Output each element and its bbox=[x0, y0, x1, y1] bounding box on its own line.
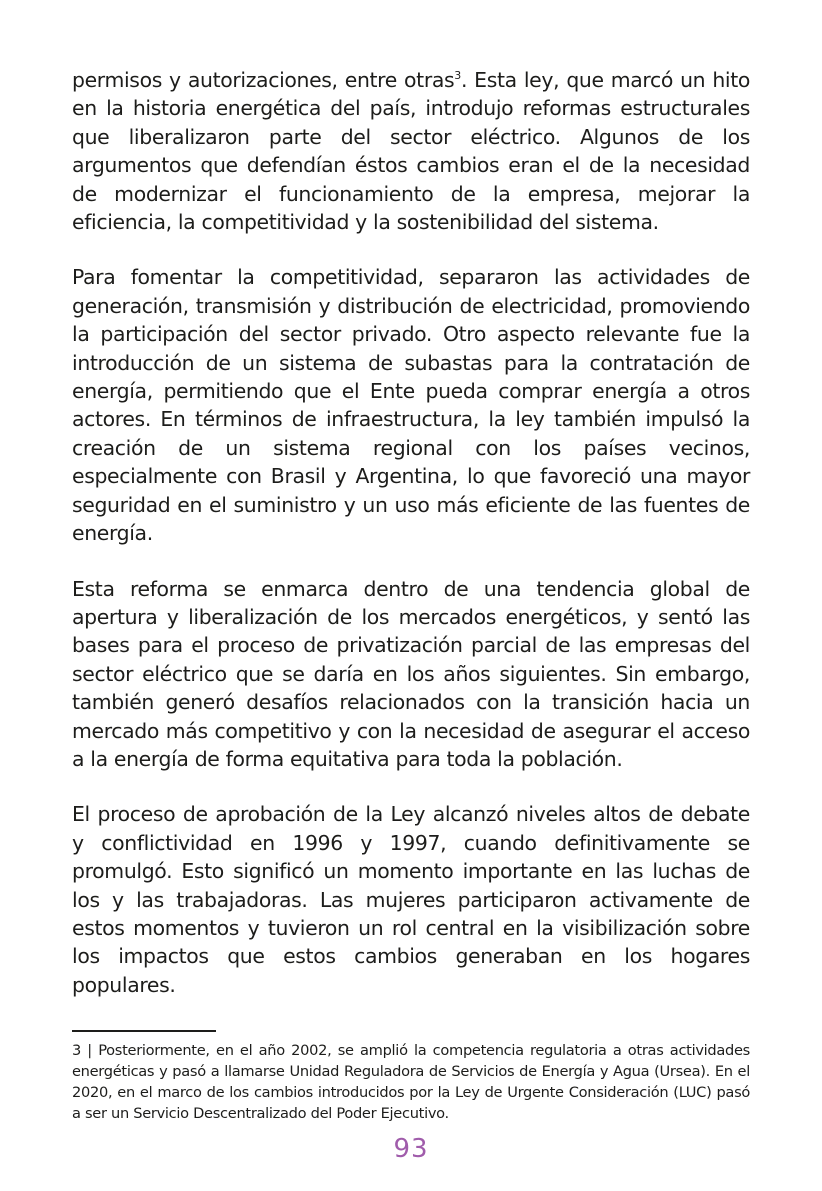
page-number: 93 bbox=[393, 1134, 429, 1164]
paragraph-1-start: permisos y autorizaciones, entre otras bbox=[72, 68, 455, 92]
footnote-divider bbox=[72, 1030, 216, 1032]
paragraph-2: Para fomentar la competitividad, separaron las actividades de generación, transmisión y distribución de electricidad, promoviendo la participación del sector privado. Otro aspecto relevante fue la introducción de un sistema de subastas para la contratación de energía, permitiendo que el Ente pueda comprar energía a otros actores. En términos de infraestructura, la ley también impulsó la creación de un sistema regional con los países vecinos, especialmente con Brasil y Argentina, lo que favoreció una mayor seguridad en el suministro y un uso más eficiente de las fuentes de energía. bbox=[72, 265, 750, 546]
page-body bbox=[72, 66, 750, 1026]
paragraph-4: El proceso de aprobación de la Ley alcanzó niveles altos de debate y conflictividad en 1996 y 1997, cuando definitivamente se promulgó. Esto significó un momento importante en las luchas de los y las trabajadoras. Las mujeres participaron activamente de estos momentos y tuvieron un rol central en la visibilización sobre los impactos que estos cambios generaban en los hogares populares. bbox=[72, 802, 750, 997]
footnote-reference: 3 bbox=[454, 69, 461, 83]
footnote: 3 | Posteriormente, en el año 2002, se amplió la competencia regulatoria a otras actividades energéticas y pasó a llamarse Unidad Reguladora de Servicios de Energía y Agua (Ursea). En el 2020, en el marco de los cambios introducidos por la Ley de Urgente Consideración (LUC) pasó a ser un Servicio Descentralizado del Poder Ejecutivo. bbox=[72, 1042, 750, 1122]
paragraph-3: Esta reforma se enmarca dentro de una tendencia global de apertura y liberalización de los mercados energéticos, y sentó las bases para el proceso de privatización parcial de las empresas del sector eléctrico que se daría en los años siguientes. Sin embargo, también generó desafíos relacionados con la transición hacia un mercado más competitivo y con la necesidad de asegurar el acceso a la energía de forma equitativa para toda la población. bbox=[72, 576, 750, 771]
paragraph-1 bbox=[72, 66, 750, 236]
paragraph-1-rest: . Esta ley, que marcó un hito en la historia energética del país, introdujo reformas estructurales que liberalizaron parte del sector eléctrico. Algunos de los argumentos que defendían éstos cambios eran el de la necesidad de modernizar el funcionamiento de la empresa, mejorar la eficiencia, la competitividad y la sostenibilidad del sistema. bbox=[72, 68, 751, 235]
